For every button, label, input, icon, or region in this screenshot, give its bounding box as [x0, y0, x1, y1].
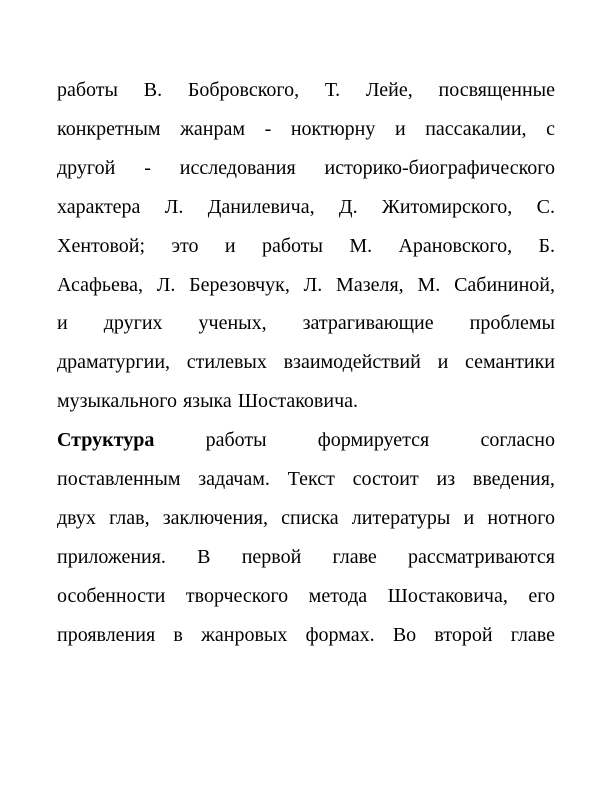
word: нотного [487, 506, 555, 529]
word: Л. [156, 273, 176, 296]
word: особенности [57, 584, 166, 607]
word: из [436, 468, 456, 490]
word: его [528, 584, 555, 607]
word: взаимодействий [283, 351, 421, 374]
word: и [437, 351, 449, 374]
word: рассматриваются [408, 545, 555, 568]
word: работы [261, 234, 323, 257]
word: пассакалии, [425, 117, 527, 140]
word: задачам. [198, 468, 270, 490]
text-line [57, 465, 555, 493]
text-line [57, 309, 555, 337]
word: Текст [287, 468, 335, 490]
word: Во [392, 623, 417, 646]
text-line [57, 232, 555, 260]
word: списка [281, 506, 339, 529]
word: языка [182, 390, 232, 413]
text-line [57, 582, 555, 610]
word: формах. [305, 623, 375, 646]
word: работы [57, 79, 118, 101]
word: второй [434, 623, 493, 646]
word: стилевых [186, 351, 267, 374]
word: историко-биографического [324, 156, 555, 179]
word: поставленным [57, 468, 181, 490]
word: Хентовой; [57, 234, 146, 257]
word: семантики [465, 351, 555, 374]
word: Шостаковича. [237, 390, 359, 413]
word: и [224, 234, 236, 257]
word: и [463, 506, 475, 529]
word: литературы [351, 506, 451, 529]
text-line [57, 543, 555, 571]
text-line [57, 76, 555, 104]
word: С. [536, 195, 555, 218]
word: исследования [179, 156, 296, 179]
word: состоит [352, 468, 419, 490]
text-line [57, 193, 555, 221]
word: глав, [109, 506, 150, 529]
word: метода [308, 584, 368, 607]
word: Бобровского, [187, 79, 300, 101]
word: других [103, 312, 163, 335]
word: в [173, 623, 183, 646]
word: Т. [324, 79, 341, 101]
word: музыкального [57, 390, 177, 413]
word: первой [241, 545, 302, 568]
word: Л. [164, 195, 184, 218]
word: Л. [303, 273, 323, 296]
word: Березовчук, [189, 273, 290, 296]
word: ученых, [198, 312, 267, 335]
word: проявления [57, 623, 156, 646]
word: приложения. [57, 545, 166, 568]
word: творческого [185, 584, 289, 607]
word: и [394, 117, 406, 140]
word: главе [332, 545, 377, 568]
word: посвященные [438, 79, 555, 101]
word: ноктюрну [290, 117, 376, 140]
word: введения, [472, 468, 555, 490]
word: драматургии, [57, 351, 171, 374]
word: с [546, 117, 555, 140]
section-lead-word: Структура [57, 429, 155, 452]
word: Арановского, [398, 234, 513, 257]
word: Сабининой, [454, 273, 555, 296]
word: заключения, [162, 506, 268, 529]
word: проблемы [469, 312, 555, 335]
text-line [57, 115, 555, 143]
text-line [57, 271, 555, 299]
word: М. [417, 273, 441, 296]
word: это [171, 234, 199, 257]
word: Б. [538, 234, 555, 257]
word: Лейе, [365, 79, 413, 101]
text-line [57, 621, 555, 649]
text-line [57, 154, 555, 182]
word: согласно [480, 429, 555, 452]
word: и [57, 312, 68, 335]
word: другой [57, 156, 116, 179]
word: жанровых [201, 623, 288, 646]
text-line [57, 504, 555, 532]
word: главе [510, 623, 555, 646]
text-line [57, 426, 555, 454]
word: Шостаковича, [387, 584, 508, 607]
word: Мазеля, [336, 273, 404, 296]
word: - [144, 156, 151, 179]
text-line [57, 387, 555, 415]
word: М. [349, 234, 373, 257]
word: работы [205, 429, 267, 452]
word: Д. [338, 195, 358, 218]
word: - [264, 117, 272, 140]
word: характера [57, 195, 141, 218]
word: жанрам [180, 117, 246, 140]
word: В. [143, 79, 163, 101]
word: конкретным [57, 117, 161, 140]
word: затрагивающие [302, 312, 434, 335]
word: формируется [317, 429, 430, 452]
word: Житомирского, [381, 195, 513, 218]
text-line [57, 348, 555, 376]
word: В [197, 545, 211, 568]
word: двух [57, 506, 96, 529]
word: Асафьева, [57, 273, 143, 296]
word: Данилевича, [207, 195, 315, 218]
